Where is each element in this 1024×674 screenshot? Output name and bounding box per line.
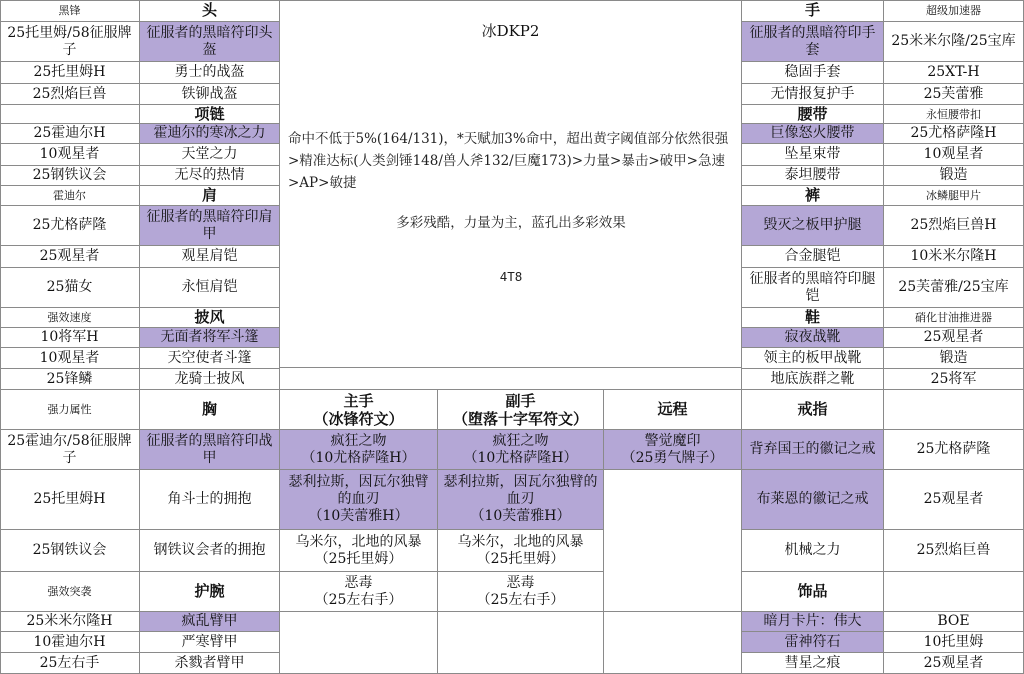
source-cell: BOE — [884, 612, 1024, 632]
item-source: （25托里姆） — [476, 550, 565, 567]
item-cell: 勇士的战盔 — [140, 62, 280, 84]
empty-cell — [884, 390, 1024, 430]
item-name: 乌米尔，北地的风暴 — [457, 533, 584, 550]
weapon-cell — [438, 530, 604, 572]
slot-header-neck: 项链 — [140, 105, 280, 124]
item-cell: 无面者将军斗篷 — [140, 328, 280, 348]
item-cell: 布莱恩的徽记之戒 — [742, 470, 884, 530]
item-cell: 征服者的黑暗符印腿铠 — [742, 268, 884, 308]
weapon-cell — [280, 530, 438, 572]
legs-enchant: 冰鳞腿甲片 — [884, 186, 1024, 206]
item-cell: 无尽的热情 — [140, 166, 280, 186]
source-cell: 25钢铁议会 — [0, 166, 140, 186]
source-cell: 25将军 — [884, 369, 1024, 390]
notes-gems: 多彩残酷，力量为主，蓝孔出多彩效果 — [396, 215, 626, 231]
item-source: （25托里姆） — [314, 550, 403, 567]
empty-cell — [604, 612, 742, 674]
source-cell: 10米米尔隆H — [884, 246, 1024, 268]
source-cell: 锻造 — [884, 166, 1024, 186]
slot-header-waist: 腰带 — [742, 105, 884, 124]
item-cell: 寂夜战靴 — [742, 328, 884, 348]
item-cell: 征服者的黑暗符印肩甲 — [140, 206, 280, 246]
source-cell: 25XT-H — [884, 62, 1024, 84]
source-cell: 锻造 — [884, 348, 1024, 369]
slot-header-rings: 戒指 — [742, 390, 884, 430]
item-cell: 雷神符石 — [742, 632, 884, 653]
source-cell: 10观星者 — [884, 144, 1024, 166]
source-cell: 25尤格萨隆H — [884, 124, 1024, 144]
source-cell: 25托里姆H — [0, 470, 140, 530]
weapon-cell — [438, 470, 604, 530]
slot-header-hands: 手 — [742, 0, 884, 22]
item-source: （25勇气牌子） — [621, 449, 724, 466]
item-cell: 霍迪尔的寒冰之力 — [140, 124, 280, 144]
empty-cell — [438, 612, 604, 674]
item-cell: 严寒臂甲 — [140, 632, 280, 653]
item-source: （25左右手） — [476, 591, 565, 608]
item-source: （10芙蕾雅H） — [308, 508, 409, 524]
source-cell: 10托里姆 — [884, 632, 1024, 653]
notes-set: 4T8 — [499, 269, 523, 284]
offhand-rune: （堕落十字军符文） — [452, 409, 588, 428]
slot-header-feet: 鞋 — [742, 308, 884, 328]
notes-priority: 命中不低于5%(164/131)，*天赋加3%命中，超出黄字阈值部分依然很强>精准达标(人类剑锤148/兽人斧132/巨魔173)>力量>暴击>破甲>急速>AP>敏捷 — [288, 131, 729, 191]
item-name: 警觉魔印 — [644, 432, 701, 449]
slot-header-chest: 胸 — [140, 390, 280, 430]
source-cell: 25霍迪尔/58征服牌子 — [0, 430, 140, 470]
source-cell: 25尤格萨隆 — [0, 206, 140, 246]
item-cell: 稳固手套 — [742, 62, 884, 84]
empty-cell — [280, 368, 742, 390]
head-enchant: 黑锋 — [0, 0, 140, 22]
hands-enchant: 超级加速器 — [884, 0, 1024, 22]
item-name: 瑟利拉斯，因瓦尔独臂的血刃 — [443, 474, 598, 507]
slot-header-ranged: 远程 — [604, 390, 742, 430]
weapon-cell — [280, 430, 438, 470]
source-cell: 25芙蕾雅/25宝库 — [884, 268, 1024, 308]
source-cell: 25托里姆H — [0, 62, 140, 84]
item-cell: 背弃国王的徽记之戒 — [742, 430, 884, 470]
source-cell: 25烈焰巨兽 — [0, 84, 140, 105]
source-cell: 10观星者 — [0, 348, 140, 369]
slot-header-cloak: 披风 — [140, 308, 280, 328]
page-title: 冰DKP2 — [280, 0, 742, 60]
source-cell: 25观星者 — [884, 470, 1024, 530]
item-cell: 彗星之痕 — [742, 653, 884, 674]
weapon-cell — [280, 470, 438, 530]
item-cell: 征服者的黑暗符印战甲 — [140, 430, 280, 470]
item-name: 恶毒 — [344, 574, 373, 591]
item-cell: 坠星束带 — [742, 144, 884, 166]
item-cell: 角斗士的拥抱 — [140, 470, 280, 530]
shoulder-enchant: 霍迪尔 — [0, 186, 140, 206]
item-cell: 机械之力 — [742, 530, 884, 572]
source-cell: 25米米尔隆H — [0, 612, 140, 632]
item-cell: 疯乱臂甲 — [140, 612, 280, 632]
slot-header-offhand — [438, 390, 604, 430]
source-cell: 25猫女 — [0, 268, 140, 308]
slot-header-mainhand — [280, 390, 438, 430]
source-cell: 25尤格萨隆 — [884, 430, 1024, 470]
mainhand-rune: （冰锋符文） — [313, 409, 404, 428]
empty-cell — [0, 105, 140, 124]
item-cell: 龙骑士披风 — [140, 369, 280, 390]
source-cell: 25烈焰巨兽H — [884, 206, 1024, 246]
source-cell: 25左右手 — [0, 653, 140, 674]
mainhand-label: 主手 — [343, 391, 374, 410]
waist-enchant: 永恒腰带扣 — [884, 105, 1024, 124]
item-source: （10芙蕾雅H） — [470, 508, 571, 524]
item-name: 乌米尔，北地的风暴 — [295, 533, 422, 550]
slot-header-head: 头 — [140, 0, 280, 22]
notes-text — [288, 128, 734, 288]
item-cell: 天空使者斗篷 — [140, 348, 280, 369]
slot-header-trinkets: 饰品 — [742, 572, 884, 612]
item-cell: 合金腿铠 — [742, 246, 884, 268]
source-cell: 25芙蕾雅 — [884, 84, 1024, 105]
bracer-enchant: 强效突袭 — [0, 572, 140, 612]
item-source: （25左右手） — [314, 591, 403, 608]
item-cell: 征服者的黑暗符印头盔 — [140, 22, 280, 62]
item-cell: 永恒肩铠 — [140, 268, 280, 308]
item-cell: 观星肩铠 — [140, 246, 280, 268]
chest-enchant: 强力属性 — [0, 390, 140, 430]
source-cell: 25霍迪尔H — [0, 124, 140, 144]
weapon-cell — [604, 430, 742, 470]
item-name: 恶毒 — [506, 574, 535, 591]
item-cell: 无情报复护手 — [742, 84, 884, 105]
item-cell: 毁灭之板甲护腿 — [742, 206, 884, 246]
slot-header-bracer: 护腕 — [140, 572, 280, 612]
empty-cell — [604, 470, 742, 612]
empty-cell — [884, 572, 1024, 612]
item-name: 瑟利拉斯，因瓦尔独臂的血刃 — [288, 474, 429, 507]
source-cell: 10霍迪尔H — [0, 632, 140, 653]
empty-cell — [280, 612, 438, 674]
weapon-cell — [438, 430, 604, 470]
item-cell: 巨像怒火腰带 — [742, 124, 884, 144]
source-cell: 10将军H — [0, 328, 140, 348]
item-source: （10尤格萨隆H） — [301, 449, 416, 466]
source-cell: 25米米尔隆/25宝库 — [884, 22, 1024, 62]
source-cell: 25观星者 — [0, 246, 140, 268]
item-cell: 铁铆战盔 — [140, 84, 280, 105]
weapon-cell — [438, 572, 604, 612]
item-cell: 钢铁议会者的拥抱 — [140, 530, 280, 572]
item-cell: 泰坦腰带 — [742, 166, 884, 186]
item-cell: 杀戮者臂甲 — [140, 653, 280, 674]
item-cell: 领主的板甲战靴 — [742, 348, 884, 369]
item-cell: 暗月卡片：伟大 — [742, 612, 884, 632]
slot-header-legs: 裤 — [742, 186, 884, 206]
item-cell: 征服者的黑暗符印手套 — [742, 22, 884, 62]
weapon-cell — [280, 572, 438, 612]
item-source: （10尤格萨隆H） — [463, 449, 578, 466]
offhand-label: 副手 — [505, 391, 536, 410]
slot-header-shoulder: 肩 — [140, 186, 280, 206]
feet-enchant: 硝化甘油推进器 — [884, 308, 1024, 328]
item-name: 疯狂之吻 — [330, 432, 387, 449]
source-cell: 25观星者 — [884, 653, 1024, 674]
item-cell: 地底族群之靴 — [742, 369, 884, 390]
source-cell: 10观星者 — [0, 144, 140, 166]
cloak-enchant: 强效速度 — [0, 308, 140, 328]
source-cell: 25观星者 — [884, 328, 1024, 348]
source-cell: 25烈焰巨兽 — [884, 530, 1024, 572]
source-cell: 25锋鳞 — [0, 369, 140, 390]
item-cell: 天堂之力 — [140, 144, 280, 166]
item-name: 疯狂之吻 — [492, 432, 549, 449]
source-cell: 25钢铁议会 — [0, 530, 140, 572]
source-cell: 25托里姆/58征服牌子 — [0, 22, 140, 62]
